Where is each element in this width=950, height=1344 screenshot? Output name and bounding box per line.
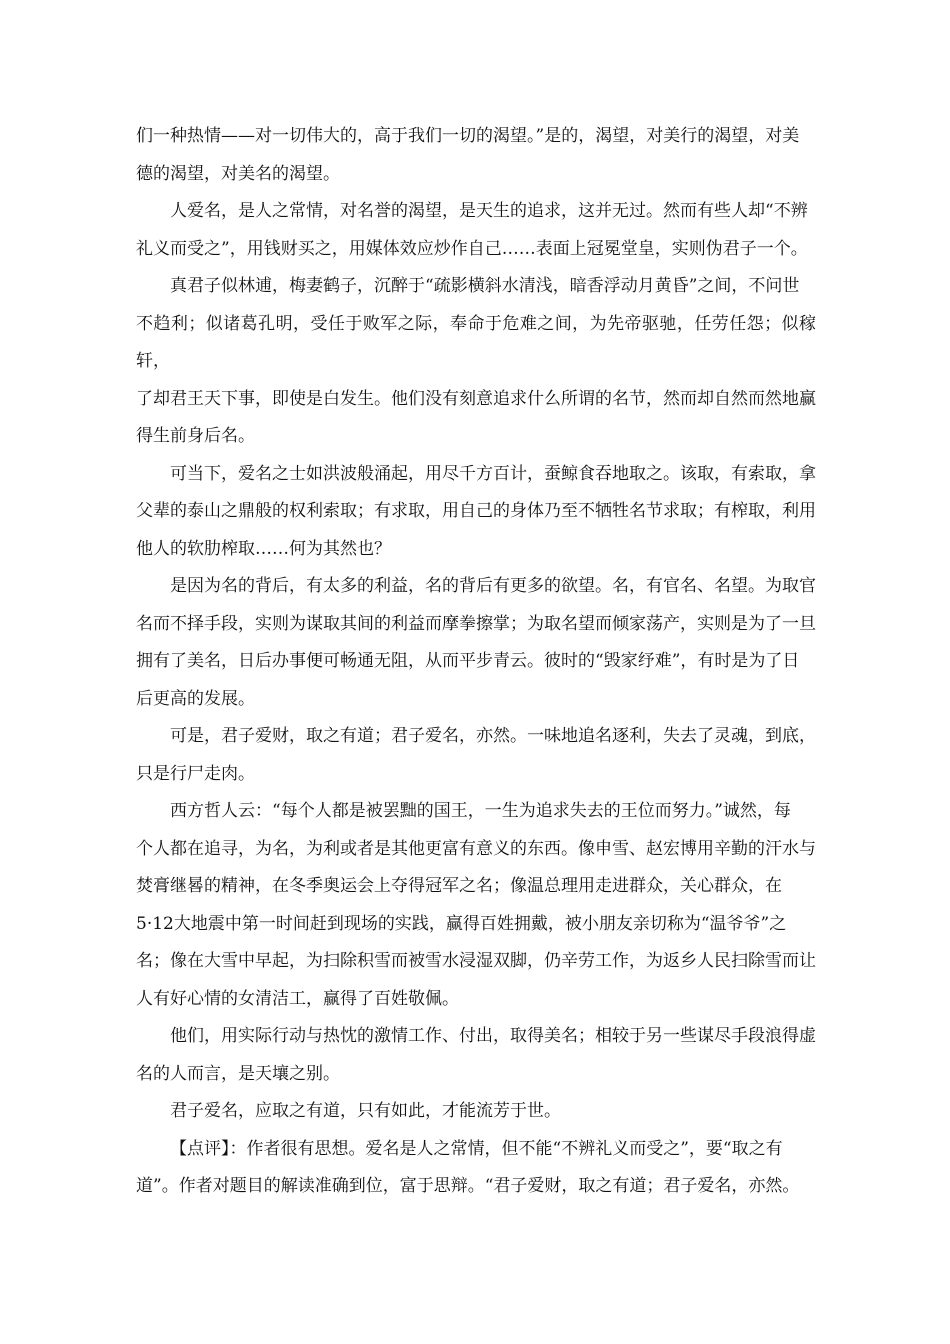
- paragraph-1: 们一种热情——对一切伟大的，高于我们一切的渴望。”是的，渴望，对美行的渴望，对美 德的渴望，对美名的渴望。: [136, 126, 800, 184]
- paragraph-4: 可当下，爱名之士如洪波般涌起，用尽千方百计，蚕鲸食吞地取之。该取，有索取，拿 父辈的泰山之鼎般的权利索取；有求取，用自己的身体乃至不牺牲名节求取；有榨取，利用 他人的软肋榨取……何为其然也？: [136, 463, 816, 559]
- paragraph-3: 真君子似林逋，梅妻鹤子，沉醉于“疏影横斜水清浅，暗香浮动月黄昏”之间，不问世 不趋利；似诸葛孔明，受任于败军之际，奉命于危难之间，为先帝驱驰，任劳任怨；似稼轩， 了却君王天下事，即使是白发生。他们没有刻意追求什么所谓的名节，然而却自然而然地赢 得生前身后名。: [136, 276, 816, 446]
- comment-paragraph: 【点评】：作者很有思想。爱名是人之常情，但不能“不辨礼义而受之”，要“取之有 道”。作者对题目的解读准确到位，富于思辩。“君子爱财，取之有道；君子爱名，亦然。: [136, 1138, 800, 1196]
- paragraph-9: 君子爱名，应取之有道，只有如此，才能流芳于世。: [170, 1101, 561, 1121]
- paragraph-5: 是因为名的背后，有太多的利益，名的背后有更多的欲望。名，有官名、名望。为取官 名而不择手段，实则为谋取其间的利益而摩拳擦掌；为取名望而倾家荡产，实则是为了一旦 拥有了美名，日后办事便可畅通无阻，从而平步青云。彼时的“毁家纾难”，有时是为了日 后更高的发展。: [136, 576, 816, 709]
- document-body: [136, 118, 816, 1206]
- paragraph-2: 人爱名，是人之常情，对名誉的渴望，是天生的追求，这并无过。然而有些人却“不辨 礼义而受之”，用钱财买之，用媒体效应炒作自己……表面上冠冕堂皇，实则伪君子一个。: [136, 201, 808, 259]
- paragraph-8: 他们，用实际行动与热忱的激情工作、付出，取得美名；相较于另一些谋尽手段浪得虚 名的人而言，是天壤之别。: [136, 1026, 816, 1084]
- paragraph-6: 可是，君子爱财，取之有道；君子爱名，亦然。一味地追名逐利，失去了灵魂，到底， 只是行尸走肉。: [136, 726, 816, 784]
- paragraph-7: 西方哲人云：“每个人都是被罢黜的国王，一生为追求失去的王位而努力。”诚然，每 个人都在追寻，为名，为利或者是其他更富有意义的东西。像申雪、赵宏博用辛勤的汗水与 焚膏继晷的精神，在冬季奥运会上夺得冠军之名；像温总理用走进群众，关心群众，在 5·12大地震中第一时间赶到现场的实践，赢得百姓拥戴，被小朋友亲切称为“温爷爷”之 名；像在大雪中早起，为扫除积雪而被雪水浸湿双脚，仍辛劳工作，为返乡人民扫除雪而让 人有好心情的女清洁工，赢得了百姓敬佩。: [136, 801, 816, 1009]
